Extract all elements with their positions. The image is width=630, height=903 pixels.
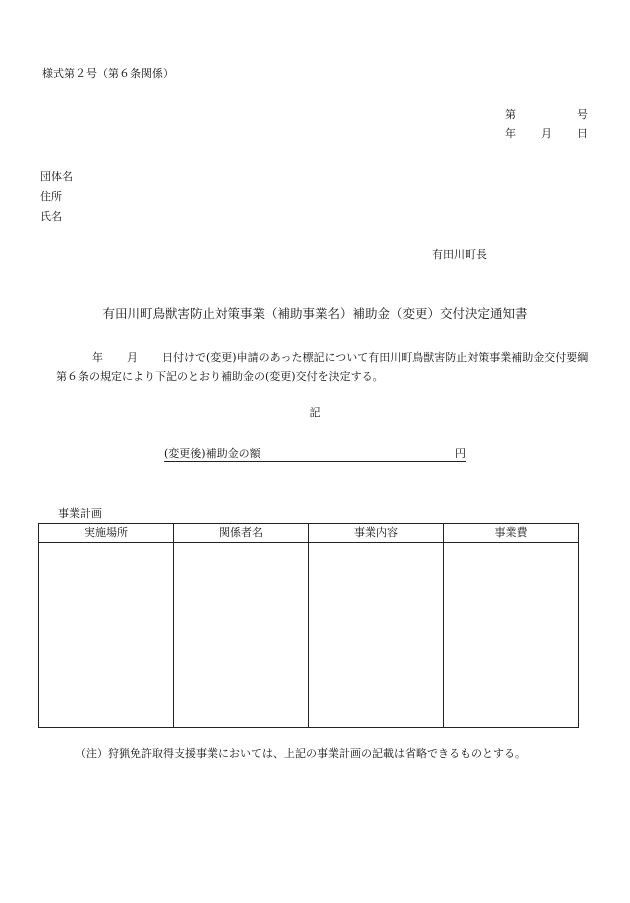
recipient-address-label: 住所	[40, 190, 62, 203]
recipient-name-label: 氏名	[40, 210, 62, 223]
plan-column-location: 実施場所	[39, 524, 174, 543]
subsidy-amount-unit: 円	[455, 447, 466, 460]
form-number: 様式第２号（第６条関係）	[42, 67, 174, 80]
plan-column-persons: 関係者名	[174, 524, 309, 543]
plan-table	[38, 523, 579, 728]
date-day: 日	[577, 127, 588, 140]
plan-column-content: 事業内容	[309, 524, 444, 543]
plan-cell-content	[309, 543, 444, 728]
body-paragraph	[56, 348, 590, 386]
plan-cell-persons	[174, 543, 309, 728]
subsidy-amount-line	[164, 446, 466, 462]
date-month: 月	[541, 127, 552, 140]
document-title: 有田川町鳥獣害防止対策事業（補助事業名）補助金（変更）交付決定通知書	[102, 306, 528, 321]
date-year: 年	[505, 127, 516, 140]
recipient-block	[40, 167, 73, 227]
plan-column-cost: 事業費	[444, 524, 579, 543]
body-year: 年	[92, 351, 103, 364]
subsidy-amount-label: (変更後)補助金の額	[164, 447, 261, 460]
ki-heading: 記	[309, 406, 321, 419]
plan-cell-cost	[444, 543, 579, 728]
document-number-prefix: 第	[505, 108, 516, 121]
body-text: 日付けで(変更)申請のあった標記について有田川町鳥獣害防止対策事業補助金交付要綱第６条の規定により下記のとおり補助金の(変更)交付を決定する。	[56, 351, 589, 383]
document-number-suffix: 号	[577, 108, 588, 121]
footnote: （注）狩猟免許取得支援事業においては、上記の事業計画の記載は省略できるものとする。	[75, 747, 526, 760]
recipient-organization-label: 団体名	[40, 170, 73, 183]
body-month: 月	[127, 351, 138, 364]
plan-label: 事業計画	[58, 507, 102, 520]
plan-cell-location	[39, 543, 174, 728]
issuer: 有田川町長	[432, 248, 487, 261]
table-row	[39, 543, 579, 728]
